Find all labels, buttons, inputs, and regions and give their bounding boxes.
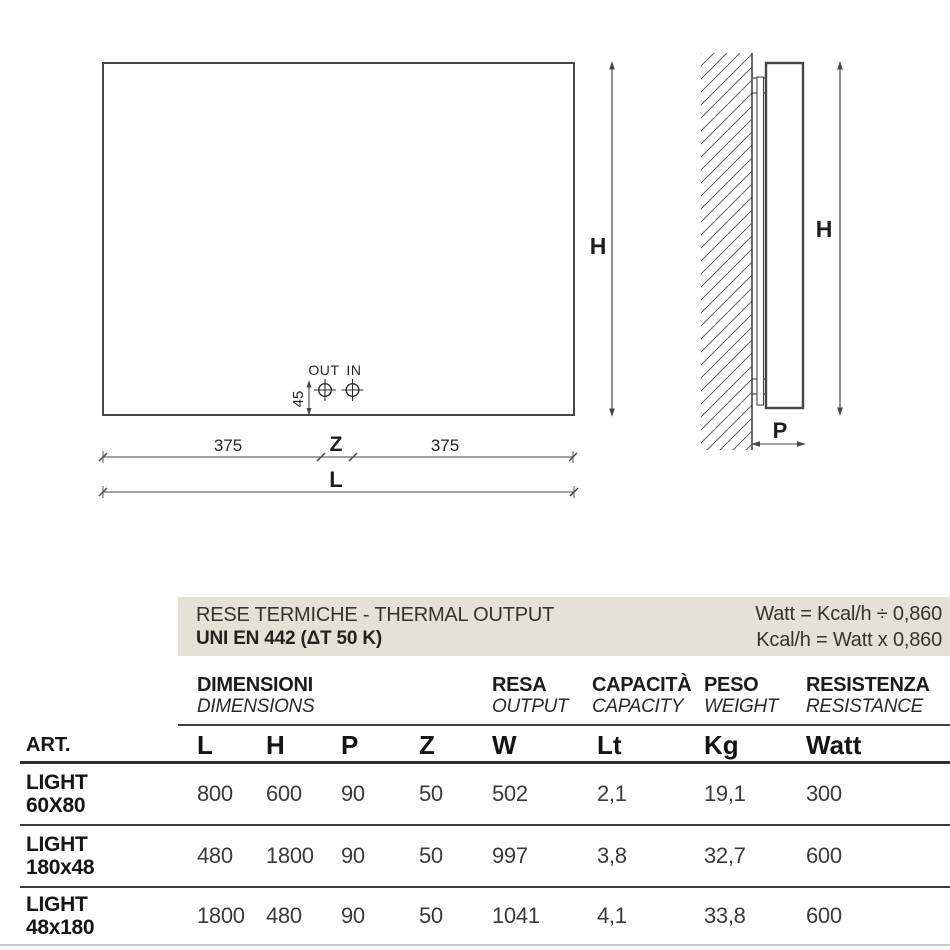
wall-hatching	[701, 53, 752, 450]
specification-table	[20, 665, 950, 950]
connection-offset-value: 45	[290, 390, 307, 408]
front-view	[99, 61, 615, 498]
value-p: 90	[341, 903, 365, 928]
col-header-watt: Watt	[806, 730, 862, 760]
group-header-underline	[178, 724, 950, 726]
product-model: LIGHT	[26, 833, 88, 856]
group-header-resistance	[806, 674, 930, 717]
product-name	[20, 771, 191, 817]
product-size: 60X80	[26, 794, 86, 817]
col-header-h: H	[266, 730, 285, 760]
mounting-rail	[757, 77, 764, 405]
thermal-output-header-band	[178, 597, 950, 656]
product-model: LIGHT	[26, 893, 88, 916]
out-label: OUT	[308, 362, 340, 378]
group-header-dimensions	[197, 674, 314, 717]
group-label-en: WEIGHT	[704, 696, 779, 717]
value-z: 50	[419, 903, 443, 928]
formula-kcal: Kcal/h = Watt x 0,860	[756, 628, 942, 651]
value-lt: 2,1	[597, 781, 627, 806]
panel-side-outline	[766, 63, 803, 408]
group-label-it: RESISTENZA	[806, 674, 930, 696]
value-p: 90	[341, 843, 365, 868]
value-h: 1800	[266, 843, 314, 868]
group-label-it: RESA	[492, 674, 547, 696]
table-bottom-line	[0, 944, 950, 946]
group-header-output	[492, 674, 568, 717]
center-spacing-label: Z	[329, 433, 343, 456]
front-height-label: H	[589, 233, 607, 259]
value-watt: 600	[806, 843, 842, 868]
value-h: 480	[266, 903, 302, 928]
band-titles	[196, 603, 554, 650]
formula-watt: Watt = Kcal/h ÷ 0,860	[755, 602, 942, 625]
depth-label: P	[772, 418, 788, 443]
table-row	[20, 888, 950, 944]
value-l: 800	[197, 781, 233, 806]
front-height-dimension	[609, 61, 615, 417]
col-header-kg: Kg	[704, 730, 739, 760]
value-kg: 33,8	[704, 903, 746, 928]
side-view	[701, 53, 843, 450]
value-h: 600	[266, 781, 302, 806]
left-spacing-value: 375	[213, 436, 243, 455]
group-header-capacity	[592, 674, 691, 717]
group-label-en: RESISTANCE	[806, 696, 924, 717]
value-z: 50	[419, 843, 443, 868]
value-lt: 4,1	[597, 903, 627, 928]
value-w: 1041	[492, 903, 540, 928]
value-kg: 19,1	[704, 781, 746, 806]
value-w: 502	[492, 781, 528, 806]
col-header-l: L	[197, 730, 213, 760]
value-kg: 32,7	[704, 843, 746, 868]
value-l: 480	[197, 843, 233, 868]
value-w: 997	[492, 843, 528, 868]
length-label: L	[329, 467, 343, 492]
col-header-w: W	[492, 730, 517, 760]
col-header-lt: Lt	[597, 730, 622, 760]
group-label-it: DIMENSIONI	[197, 674, 313, 696]
side-height-label: H	[815, 216, 833, 242]
art-header: ART.	[26, 734, 71, 756]
product-name	[20, 893, 191, 939]
value-z: 50	[419, 781, 443, 806]
group-label-en: DIMENSIONS	[197, 696, 315, 717]
product-model: LIGHT	[26, 771, 88, 794]
conversion-formulas	[755, 601, 942, 653]
right-spacing-value: 375	[430, 436, 460, 455]
value-l: 1800	[197, 903, 245, 928]
value-lt: 3,8	[597, 843, 627, 868]
group-label-en: OUTPUT	[492, 696, 569, 717]
value-watt: 600	[806, 903, 842, 928]
column-header-row	[20, 731, 950, 759]
group-header-weight	[704, 674, 778, 717]
group-label-it: CAPACITÀ	[592, 674, 692, 696]
group-label-it: PESO	[704, 674, 759, 696]
in-label: IN	[346, 362, 362, 378]
col-header-z: Z	[419, 730, 435, 760]
product-size: 48x180	[26, 916, 95, 939]
band-title-italian-english: RESE TERMICHE - THERMAL OUTPUT	[196, 604, 555, 626]
product-size: 180x48	[26, 856, 95, 879]
col-header-p: P	[341, 730, 359, 760]
value-watt: 300	[806, 781, 842, 806]
product-name	[20, 833, 191, 879]
side-height-dimension	[837, 61, 843, 416]
value-p: 90	[341, 781, 365, 806]
table-row	[20, 826, 950, 886]
table-row	[20, 764, 950, 824]
group-label-en: CAPACITY	[592, 696, 684, 717]
band-title-standard: UNI EN 442 (ΔT 50 K)	[196, 628, 382, 649]
